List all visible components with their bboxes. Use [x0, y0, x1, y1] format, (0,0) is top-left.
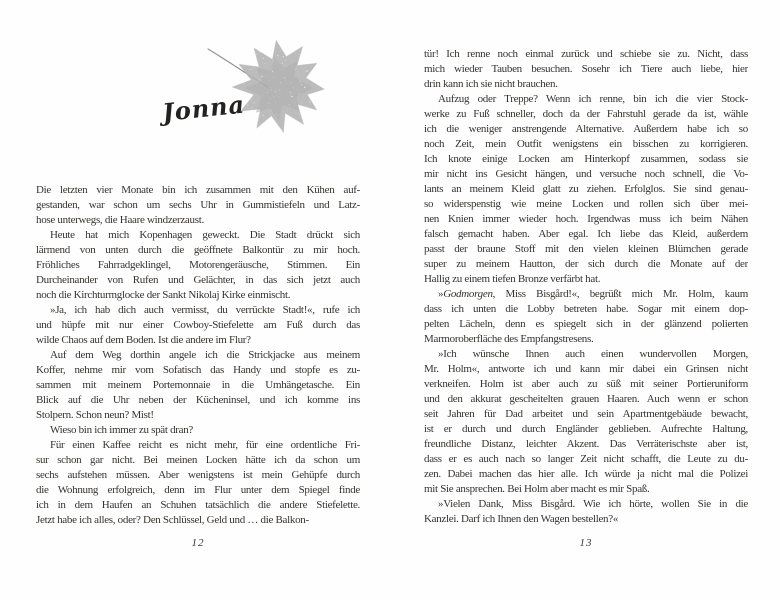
text-line: Marmoroberfläche des Empfangstresens. [424, 333, 594, 345]
text-line: drin kann ich sie nicht brauchen. [424, 78, 558, 90]
text-line: mir nicht ins Gesicht hängen, und versuche noch schnell, die Vo- [424, 168, 748, 180]
page-body-left [36, 183, 360, 528]
page-number-left: 12 [191, 537, 205, 549]
paragraph [36, 348, 360, 423]
paragraph [36, 183, 360, 228]
text-line: »Vielen Dank, Miss Bisgård. Wie ich hörte, wollen Sie in die [438, 498, 748, 510]
text-line: sammen mit meinem Portemonnaie in die Umhängetasche. Ein [36, 379, 360, 391]
paragraph [424, 497, 748, 527]
text-line: seit Jahren für Dad arbeitet und sein Apartmentgebäude bewacht, [424, 408, 748, 420]
text-line: verkneifen. Holm ist aber auch zu süß mit seiner Portieruniform [424, 378, 748, 390]
page-number-right: 13 [579, 537, 593, 549]
text-line: Fröhliches Fahrradgeklingel, Motorengeräusche, Stimmen. Ein [36, 259, 360, 271]
page-right [424, 0, 748, 600]
text-line: Jetzt habe ich alles, oder? Den Schlüssel, Geld und … die Balkon- [36, 514, 309, 526]
text-line: Stolpern. Schon neun? Mist! [36, 409, 154, 421]
text-line: Koffer, nehme mir vom Sofatisch das Handy und stopfe es zu- [36, 364, 360, 376]
text-line: Durcheinander von Rufen und Gelächter, in das sich jetzt auch [36, 274, 360, 286]
text-line: ich in dem Haufen an Schuhen tatsächlich die andere Stiefelette. [36, 499, 360, 511]
chapter-title: Jonna [160, 89, 247, 127]
text-line: ist er durch und durch Engländer geblieben. Aufrechte Haltung, [424, 423, 748, 435]
text-line: Auf dem Weg dorthin angele ich die Strickjacke aus meinem [50, 349, 360, 361]
text-line: passt der braune Stoff mit den vielen kleinen Blümchen gerade [424, 243, 748, 255]
text-line: »Ja, ich hab dich auch vermisst, du verrückte Stadt!«, rufe ich [50, 304, 360, 316]
text-line: ich die weniger anstrengende Alternative. Außerdem habe ich so [424, 123, 748, 135]
text-span: , Miss Bisgård!«, begrüßt mich Mr. Holm, kaum [492, 288, 748, 300]
text-line: Heute hat mich Kopenhagen geweckt. Die Stadt drückt sich [50, 229, 360, 241]
text-line: Hallig zu einem tiefen Bronze verfärbt hat. [424, 273, 601, 285]
text-line: lants an meinem Kleid glatt zu ziehen. Erfolglos. Sie sind genau- [424, 183, 748, 195]
text-line: sechs aufstehen müssen. Aber wenigstens ist mein Gehüpfe durch [36, 469, 360, 481]
paragraph [424, 347, 748, 497]
emphasized-text: Godmorgen [443, 288, 493, 300]
page-body-right [424, 47, 748, 527]
chapter-header [36, 0, 360, 160]
text-line: Kanzlei. Darf ich Ihnen den Wagen bestellen?« [424, 513, 619, 525]
page-left [36, 0, 360, 600]
text-span: » [438, 288, 444, 300]
paragraph [36, 303, 360, 348]
maple-leaf-icon [204, 24, 328, 144]
text-line: super zu meinem Hautton, der sich durch die Monate auf der [424, 258, 748, 270]
text-line: zen. Dabei machen das hier alle. Ich würde ja nicht mal die Polizei [424, 468, 748, 480]
text-line: Mr. Holm«, antworte ich und kann mir dabei ein Grinsen nicht [424, 363, 748, 375]
text-line: noch die Kirchturmglocke der Sankt Nikolaj Kirke einmischt. [36, 289, 291, 301]
text-line: so widerspenstig wie meine Locken und rollen sich über mei- [424, 198, 748, 210]
text-line: tür! Ich renne noch einmal zurück und schiebe sie zu. Nicht, dass [424, 48, 748, 60]
text-line: pelten Lächeln, denn es spiegelt sich in der glänzend polierten [424, 318, 748, 330]
text-line: falsch gemacht haben. Aber egal. Ich liebe das Kleid, außerdem [424, 228, 748, 240]
text-line: lärmend von unten durch die geöffnete Balkontür zu mir hoch. [36, 244, 360, 256]
paragraph [36, 423, 360, 438]
text-line: noch Zeit, mein Outfit wenigstens ein bisschen zu korrigieren. [424, 138, 748, 150]
text-line: Ich knote einige Locken am Hinterkopf zusammen, sodass sie [424, 153, 748, 165]
text-line: mit Sie ansprechen. Bei Holm aber macht es mir Spaß. [424, 483, 650, 495]
text-line: Die letzten vier Monate bin ich zusammen mit den Kühen auf- [36, 184, 360, 196]
text-line: Für einen Kaffee reicht es nicht mehr, für eine ordentliche Fri- [50, 439, 360, 451]
text-line: werke zu Fuß schneller, doch da der Fahrstuhl gerade da ist, wähle [424, 108, 748, 120]
text-line: hose unterwegs, die Haare windzerzaust. [36, 214, 204, 226]
text-line: wilde Chaos auf dem Boden. Ist die andere im Flur? [36, 334, 251, 346]
text-line: Wieso bin ich immer zu spät dran? [50, 424, 193, 436]
text-line: sur schon gar nicht. Bei meinen Locken hätte ich da schon um [36, 454, 360, 466]
paragraph [424, 287, 748, 347]
text-line: Blick auf die Uhr neben der Kücheninsel, und ich komme ins [36, 394, 360, 406]
text-line: und den akkurat gescheitelten grauen Haaren. Auch wenn er schon [424, 393, 748, 405]
text-line: dass er es auch nach so langer Zeit nicht schafft, die Leute zu du- [424, 453, 748, 465]
text-line: mich wieder Tauben besuchen. Sosehr ich Tiere auch liebe, hier [424, 63, 748, 75]
text-line: dass ich unten die Lobby betreten habe. Sogar mit einem dop- [424, 303, 748, 315]
text-line: und hüpfe mit nur einer Cowboy-Stiefelette am Fuß durch das [36, 319, 360, 331]
paragraph [36, 438, 360, 528]
paragraph [36, 228, 360, 303]
text-line: die Wohnung erfolgreich, denn im Flur unter dem Spiegel finde [36, 484, 360, 496]
text-line: gestanden, war schon um sechs Uhr in Gummistiefeln und Latz- [36, 199, 360, 211]
paragraph [424, 47, 748, 92]
text-line: nen Knien immer wieder hoch. Irgendwas muss ich beim Nähen [424, 213, 748, 225]
text-line: Aufzug oder Treppe? Wenn ich renne, bin ich die vier Stock- [438, 93, 748, 105]
text-line [424, 287, 748, 302]
text-line: freundliche Distanz, leichter Akzent. Das Verräterischste aber ist, [424, 438, 748, 450]
paragraph [424, 92, 748, 287]
text-line: »Ich wünsche Ihnen auch einen wundervollen Morgen, [438, 348, 748, 360]
